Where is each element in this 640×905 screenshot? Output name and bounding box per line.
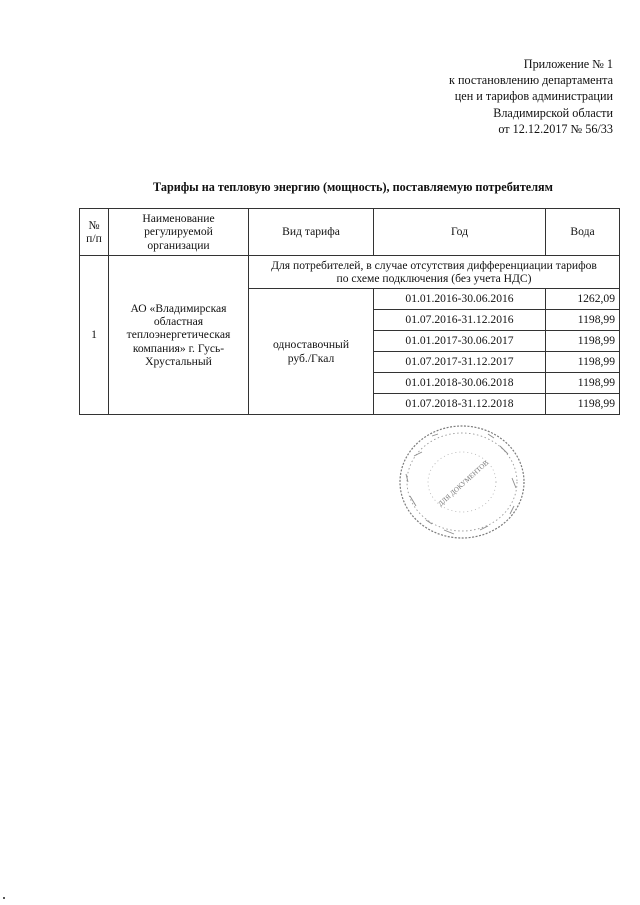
period-cell: 01.01.2017-30.06.2017 xyxy=(374,331,546,352)
value-cell: 1198,99 xyxy=(546,394,620,415)
table-header-row xyxy=(80,209,620,256)
period-cell: 01.07.2017-31.12.2017 xyxy=(374,352,546,373)
appendix-line: цен и тарифов администрации xyxy=(454,89,613,104)
tariff-type: одноставочный руб./Гкал xyxy=(249,289,374,415)
appendix-line: к постановлению департамента xyxy=(449,73,613,88)
appendix-line: Владимирской области xyxy=(493,105,613,120)
header-organization: Наименование регулируемой организации xyxy=(109,209,249,256)
value-cell: 1262,09 xyxy=(546,289,620,310)
tariff-table xyxy=(79,208,620,415)
margin-dot xyxy=(3,897,5,899)
value-cell: 1198,99 xyxy=(546,352,620,373)
value-cell: 1198,99 xyxy=(546,373,620,394)
consumer-note: Для потребителей, в случае отсутствия дифференциации тарифов по схеме подключения (без учета НДС) xyxy=(249,256,620,289)
period-cell: 01.01.2018-30.06.2018 xyxy=(374,373,546,394)
value-cell: 1198,99 xyxy=(546,331,620,352)
table-row xyxy=(80,256,620,289)
period-cell: 01.01.2016-30.06.2016 xyxy=(374,289,546,310)
row-number: 1 xyxy=(80,256,109,415)
header-tariff-type: Вид тарифа xyxy=(249,209,374,256)
document-title: Тарифы на тепловую энергию (мощность), поставляемую потребителям xyxy=(153,180,553,194)
appendix-line: Приложение № 1 xyxy=(523,57,613,71)
stamp-text: ДЛЯ ДОКУМЕНТОВ xyxy=(436,458,491,509)
header-year: Год xyxy=(374,209,546,256)
official-stamp xyxy=(392,416,532,546)
period-cell: 01.07.2018-31.12.2018 xyxy=(374,394,546,415)
header-water: Вода xyxy=(546,209,620,256)
period-cell: 01.07.2016-31.12.2016 xyxy=(374,310,546,331)
header-number: № п/п xyxy=(80,209,109,256)
organization-name: АО «Владимирская областная теплоэнергетическая компания» г. Гусь- Хрустальный xyxy=(109,256,249,415)
appendix-line: от 12.12.2017 № 56/33 xyxy=(498,121,613,136)
appendix-block xyxy=(449,56,613,137)
value-cell: 1198,99 xyxy=(546,310,620,331)
